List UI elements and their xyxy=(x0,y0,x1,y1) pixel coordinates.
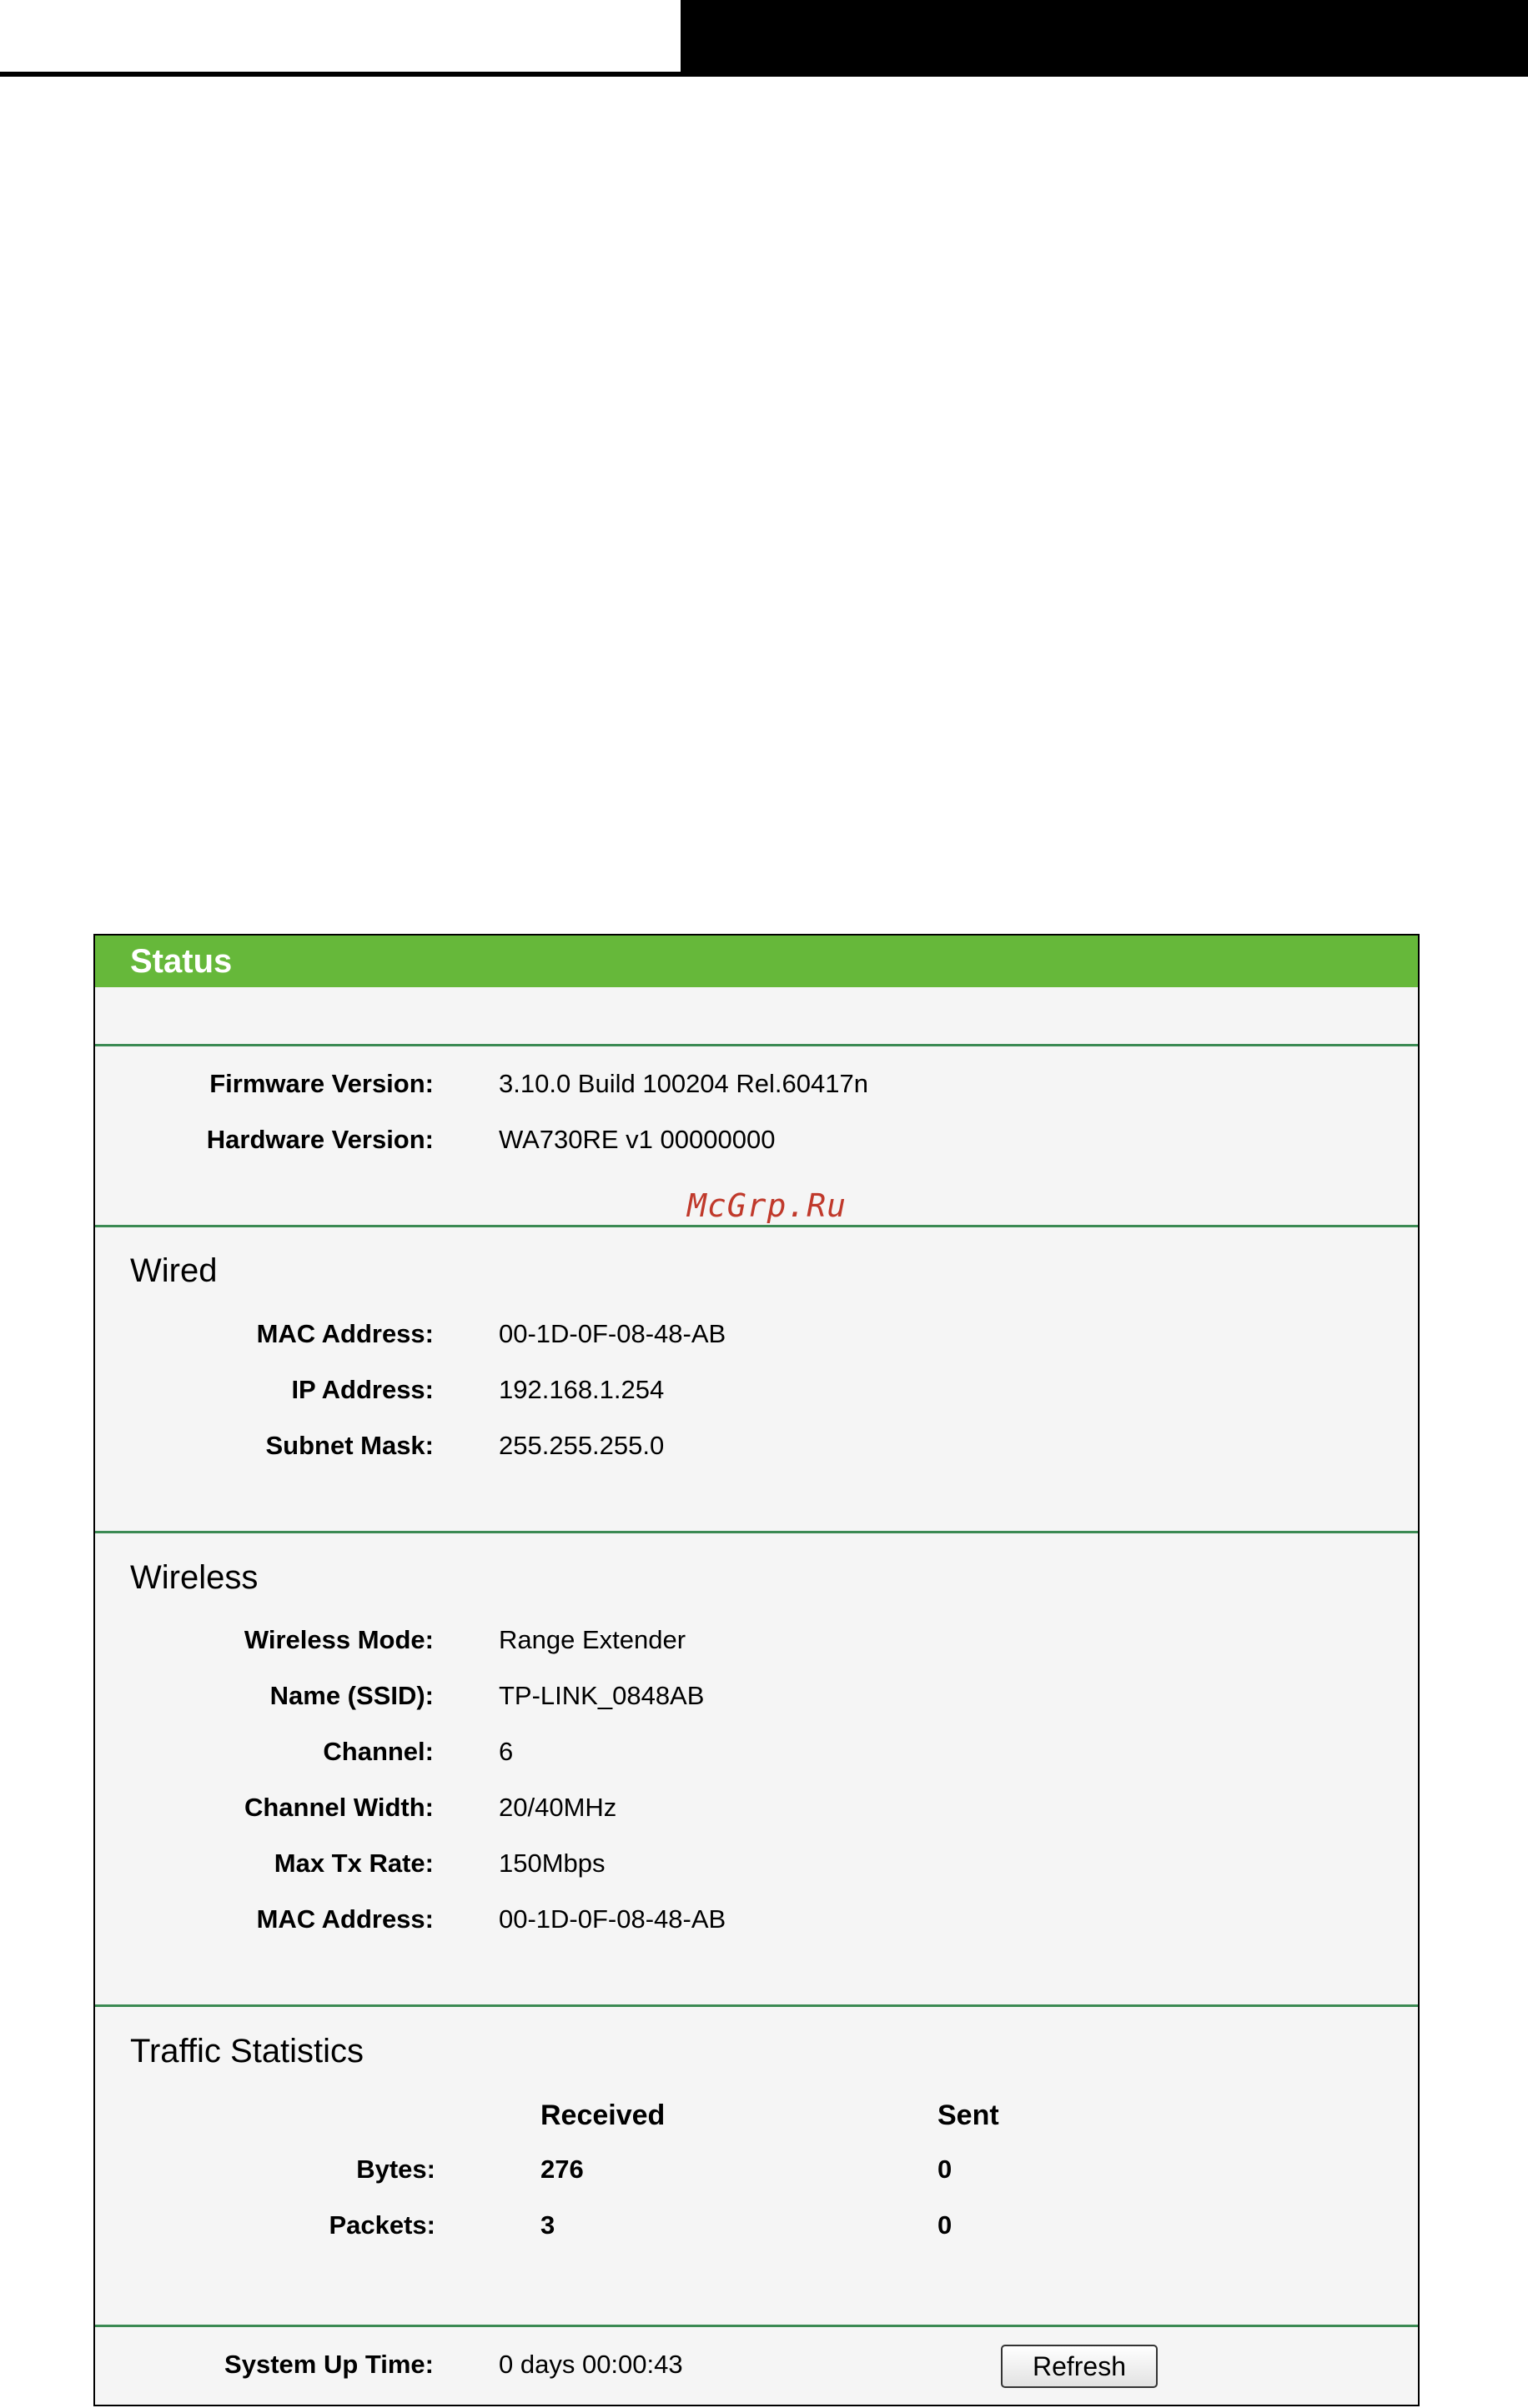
uptime-label: System Up Time: xyxy=(224,2350,434,2379)
status-panel xyxy=(93,934,1420,2406)
wireless-max-tx-value: 150Mbps xyxy=(499,1849,606,1878)
wired-mac-label: MAC Address: xyxy=(256,1319,434,1348)
wireless-mac-label: MAC Address: xyxy=(256,1904,434,1934)
traffic-packets-label: Packets: xyxy=(329,2210,435,2240)
wireless-ssid-value: TP-LINK_0848AB xyxy=(499,1681,705,1710)
section-title-traffic: Traffic Statistics xyxy=(130,2033,364,2069)
divider xyxy=(95,2004,1418,2007)
traffic-packets-sent: 0 xyxy=(937,2210,952,2240)
header-black-block xyxy=(681,0,1528,77)
wired-ip-label: IP Address: xyxy=(291,1375,434,1404)
firmware-version-label: Firmware Version: xyxy=(209,1069,434,1098)
divider xyxy=(95,1531,1418,1533)
wireless-max-tx-label: Max Tx Rate: xyxy=(274,1849,434,1878)
watermark: McGrp.Ru xyxy=(687,1187,847,1224)
section-title-wireless: Wireless xyxy=(130,1559,259,1596)
wired-mac-value: 00-1D-0F-08-48-AB xyxy=(499,1319,726,1348)
wired-subnet-value: 255.255.255.0 xyxy=(499,1431,665,1460)
refresh-button[interactable]: Refresh xyxy=(1001,2345,1158,2388)
wireless-ssid-label: Name (SSID): xyxy=(269,1681,434,1710)
traffic-bytes-sent: 0 xyxy=(937,2155,952,2184)
traffic-sent-header: Sent xyxy=(937,2099,999,2131)
wired-subnet-label: Subnet Mask: xyxy=(265,1431,434,1460)
wired-ip-value: 192.168.1.254 xyxy=(499,1375,665,1404)
traffic-received-header: Received xyxy=(540,2099,666,2131)
wireless-channel-value: 6 xyxy=(499,1737,514,1766)
section-title-wired: Wired xyxy=(130,1252,218,1289)
traffic-bytes-label: Bytes: xyxy=(356,2155,435,2184)
wireless-mode-value: Range Extender xyxy=(499,1625,686,1654)
panel-title: Status xyxy=(95,936,1418,987)
uptime-value: 0 days 00:00:43 xyxy=(499,2350,683,2379)
traffic-bytes-received: 276 xyxy=(540,2155,584,2184)
divider xyxy=(95,1044,1418,1046)
hardware-version-label: Hardware Version: xyxy=(206,1125,434,1154)
wireless-channel-width-label: Channel Width: xyxy=(244,1793,434,1822)
header-rule xyxy=(0,72,681,77)
wireless-channel-width-value: 20/40MHz xyxy=(499,1793,617,1822)
wireless-mac-value: 00-1D-0F-08-48-AB xyxy=(499,1904,726,1934)
traffic-packets-received: 3 xyxy=(540,2210,555,2240)
wireless-mode-label: Wireless Mode: xyxy=(244,1625,434,1654)
divider xyxy=(95,1225,1418,1227)
wireless-channel-label: Channel: xyxy=(323,1737,434,1766)
hardware-version-value: WA730RE v1 00000000 xyxy=(499,1125,776,1154)
divider xyxy=(95,2325,1418,2327)
firmware-version-value: 3.10.0 Build 100204 Rel.60417n xyxy=(499,1069,868,1098)
